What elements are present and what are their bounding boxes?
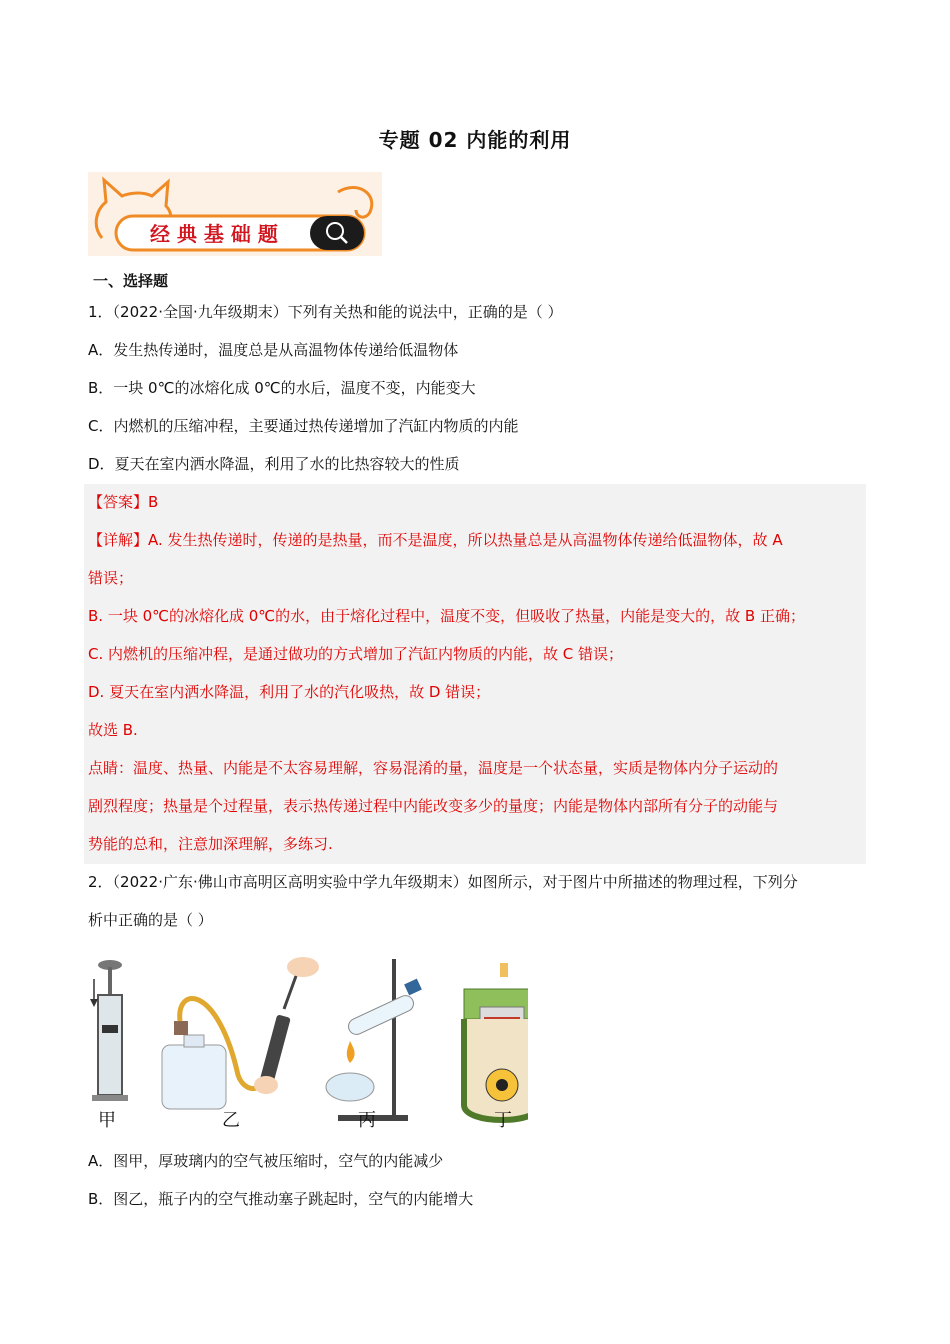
answer-line <box>88 491 158 513</box>
answer-label: 【答案】 <box>88 493 149 511</box>
section-banner <box>88 172 382 256</box>
engine-illustration <box>464 963 528 1120</box>
compression-cylinder-illustration <box>90 960 128 1101</box>
question-1-option-b: B．一块 0℃的冰熔化成 0℃的水后，温度不变，内能变大 <box>88 379 476 397</box>
figure-label-ding: 丁 <box>494 1110 512 1131</box>
question-2-option-a: A．图甲，厚玻璃内的空气被压缩时，空气的内能减少 <box>88 1152 444 1170</box>
physics-figure <box>88 955 528 1135</box>
question-2-stem: 2．（2022·广东·佛山市高明区高明实验中学九年级期末）如图所示，对于图片中所描述的物理过程，下列分 <box>88 873 798 891</box>
page-title: 专题 02 内能的利用 <box>378 128 572 152</box>
question-2-stem: 析中正确的是（ ） <box>88 911 213 929</box>
answer-value: B <box>148 493 159 511</box>
question-2-option-b: B．图乙，瓶子内的空气推动塞子跳起时，空气的内能增大 <box>88 1190 474 1208</box>
detail-line: B. 一块 0℃的冰熔化成 0℃的水，由于熔化过程中，温度不变，但吸收了热量，内能是变大的，故 B 正确； <box>88 607 805 625</box>
bottle-pump-illustration <box>162 957 319 1109</box>
question-1-stem: 1．（2022·全国·九年级期末）下列有关热和能的说法中，正确的是（ ） <box>88 303 563 321</box>
detail-line: C. 内燃机的压缩冲程，是通过做功的方式增加了汽缸内物质的内能，故 C 错误； <box>88 645 624 663</box>
detail-line <box>88 529 783 551</box>
question-1-option-c: C．内燃机的压缩冲程，主要通过热传递增加了汽缸内物质的内能 <box>88 417 519 435</box>
banner-text: 经 典 基 础 题 <box>150 222 278 246</box>
detail-line: 故选 B. <box>88 721 138 739</box>
detail-line: D. 夏天在室内洒水降温，利用了水的汽化吸热，故 D 错误； <box>88 683 491 701</box>
figure-label-bing: 丙 <box>358 1110 376 1131</box>
banner-graphic <box>88 172 382 256</box>
detail-line: 剧烈程度；热量是个过程量，表示热传递过程中内能改变多少的量度；内能是物体内部所有分子的动能与 <box>88 797 779 815</box>
detail-line: 错误； <box>88 569 134 587</box>
figure-label-yi: 乙 <box>222 1110 240 1131</box>
question-1-option-d: D．夏天在室内洒水降温，利用了水的比热容较大的性质 <box>88 455 460 473</box>
detail-line: 点睛：温度、热量、内能是不太容易理解，容易混淆的量，温度是一个状态量，实质是物体内分子运动的 <box>88 759 779 777</box>
detail-line: 势能的总和，注意加深理解，多练习. <box>88 835 333 853</box>
figure-label-jia: 甲 <box>98 1110 116 1131</box>
section-heading: 一、选择题 <box>93 272 169 290</box>
detail-text: A. 发生热传递时，传递的是热量，而不是温度，所以热量总是从高温物体传递给低温物体，故 A <box>148 531 783 549</box>
test-tube-heating-illustration <box>326 959 422 1121</box>
question-1-option-a: A．发生热传递时，温度总是从高温物体传递给低温物体 <box>88 341 459 359</box>
detail-label: 【详解】 <box>88 531 149 549</box>
